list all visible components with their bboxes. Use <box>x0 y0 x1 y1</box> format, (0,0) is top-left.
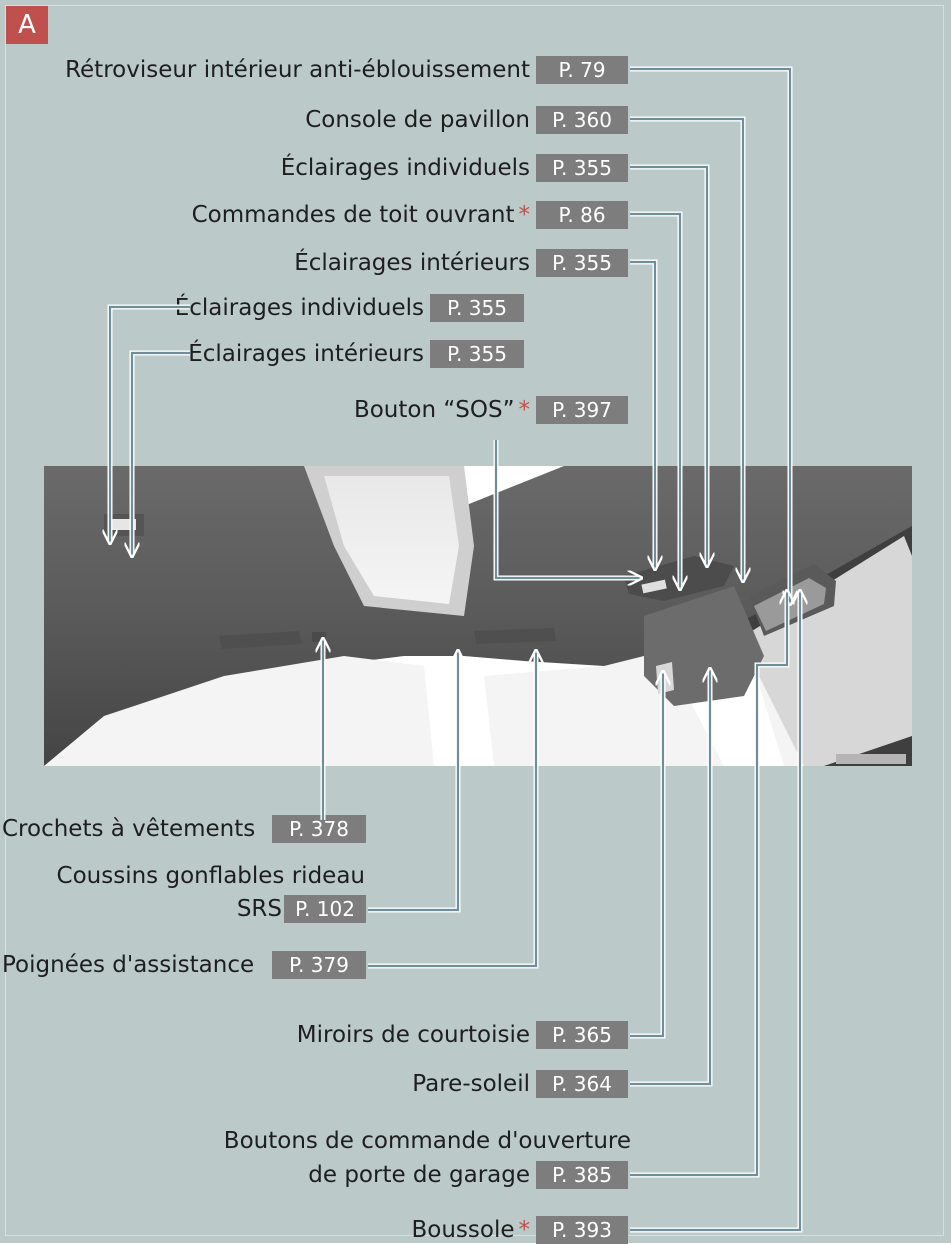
page-ref-retroviseur[interactable]: P. 79 <box>536 56 628 84</box>
label-text: Éclairages individuels <box>280 155 530 181</box>
label-text: Rétroviseur intérieur anti-éblouissement <box>65 57 530 83</box>
page-ref-eclairages-individuels-right[interactable]: P. 355 <box>536 154 628 182</box>
leader-console <box>630 119 743 580</box>
leader-coussins <box>368 652 458 910</box>
page-ref-miroirs[interactable]: P. 365 <box>536 1021 628 1049</box>
leader-boussole <box>630 592 800 1230</box>
page-ref-eclairages-interieurs-right[interactable]: P. 355 <box>536 249 628 277</box>
label-text: Éclairages individuels <box>174 295 424 321</box>
label-text: SRS <box>236 896 282 922</box>
optional-star-icon: * <box>518 1217 530 1243</box>
label-text: Éclairages intérieurs <box>188 341 424 367</box>
page-ref-eclairages-individuels-left[interactable]: P. 355 <box>430 294 524 322</box>
page-ref-garage[interactable]: P. 385 <box>536 1161 628 1189</box>
label-text: Console de pavillon <box>305 107 530 133</box>
page-ref-coussins[interactable]: P. 102 <box>284 895 366 923</box>
label-text: Boussole <box>411 1217 515 1243</box>
label-text: Poignées d'assistance <box>2 952 255 978</box>
label-text: Pare-soleil <box>412 1071 530 1097</box>
page-ref-boussole[interactable]: P. 393 <box>536 1216 628 1244</box>
page-ref-bouton-sos[interactable]: P. 397 <box>536 396 628 424</box>
label-text: de porte de garage <box>308 1162 530 1188</box>
label-text: Crochets à vêtements <box>2 816 256 842</box>
optional-star-icon: * <box>518 202 530 228</box>
label-text: Bouton “SOS” <box>353 397 515 423</box>
label-text: Miroirs de courtoisie <box>296 1022 530 1048</box>
page-ref-pare-soleil[interactable]: P. 364 <box>536 1070 628 1098</box>
section-badge: A <box>6 6 48 44</box>
leader-eclairages-interieurs-right <box>630 262 655 568</box>
leader-poignees <box>368 652 536 966</box>
leader-eclairages-individuels-right <box>630 167 707 565</box>
page-ref-crochets[interactable]: P. 378 <box>272 815 366 843</box>
label-text: Boutons de commande d'ouverture <box>223 1128 631 1154</box>
page-ref-poignees[interactable]: P. 379 <box>272 951 366 979</box>
label-text: Coussins gonflables rideau <box>56 863 365 889</box>
leader-eclairages-individuels-left <box>110 307 190 542</box>
leader-pare-soleil <box>630 670 710 1084</box>
leader-eclairages-interieurs-left <box>132 353 190 555</box>
leader-miroirs <box>630 673 663 1036</box>
label-text: Commandes de toit ouvrant <box>191 202 515 228</box>
page-ref-toit-ouvrant[interactable]: P. 86 <box>536 201 628 229</box>
page-ref-eclairages-interieurs-left[interactable]: P. 355 <box>430 340 524 368</box>
optional-star-icon: * <box>518 397 530 423</box>
leader-bouton-sos <box>496 440 640 578</box>
page-ref-console[interactable]: P. 360 <box>536 106 628 134</box>
label-text: Éclairages intérieurs <box>294 250 530 276</box>
